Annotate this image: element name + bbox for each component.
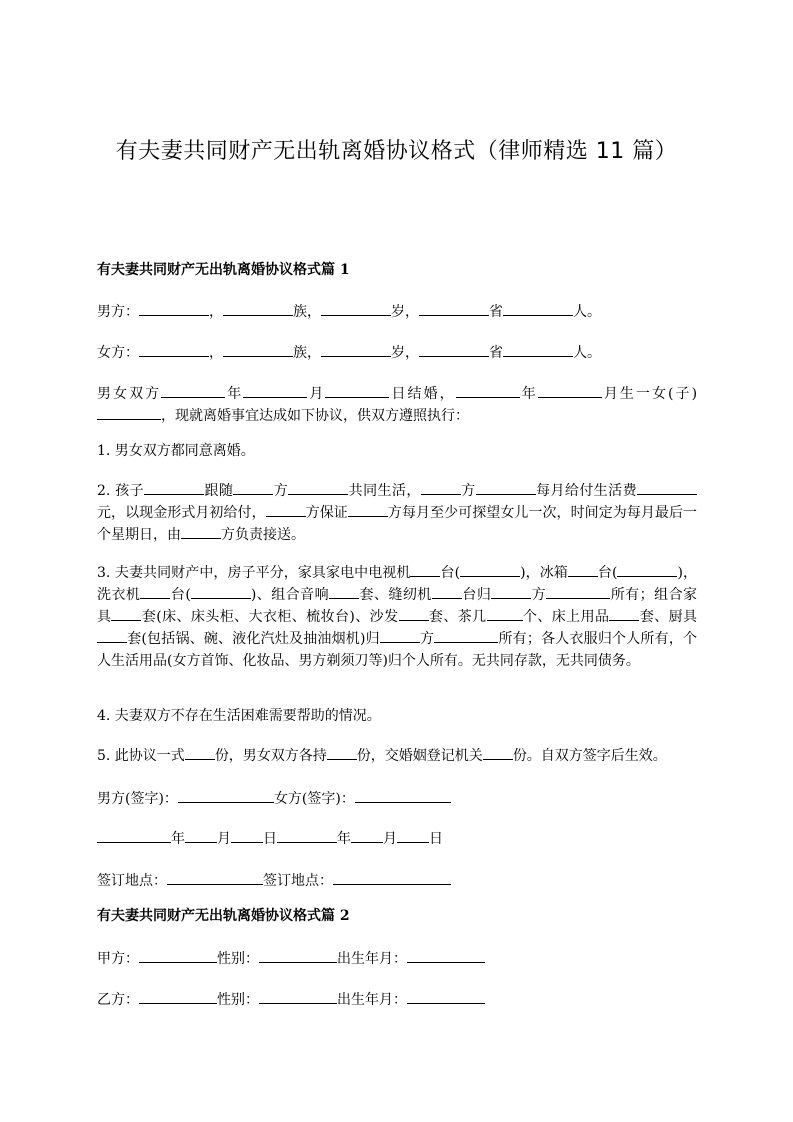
- clause-5: 5. 此协议一式 份，男女双方各持 份，交婚姻登记机关 份。自双方签字后生效。: [97, 745, 697, 767]
- signature-line: 男方(签字)： 女方(签字)：: [97, 788, 697, 810]
- male-info-line: 男方： ， 族， 岁， 省 人。: [97, 301, 697, 323]
- section-heading-2: 有夫妻共同财产无出轨离婚协议格式篇 2: [97, 908, 350, 924]
- marriage-paragraph: 男女双方 年 月 日结婚， 年 月生一女(子)，现就离婚事宜达成如下协议，供双方遵照执行：: [97, 383, 697, 427]
- clause-4: 4. 夫妻双方不存在生活困难需要帮助的情况。: [97, 708, 381, 724]
- clause-3: 3. 夫妻共同财产中，房子平分，家具家电中电视机 台( )，冰箱 台( )，洗衣机 台( )、组合音响 套、缝纫机 台归 方 所有；组合家具 套(床、床头柜、大衣柜、梳妆台)、沙发 套、茶几 个、床上用品 套、厨具套(包括锅、碗、液化汽灶及抽油烟机)归 方 所有；各人衣服归个人所有，个人生活用品(女方首饰、化妆品、男方剃须刀等)归个人所有。无共同存款，无共同债务。: [97, 562, 697, 672]
- female-info-line: 女方： ， 族， 岁， 省 人。: [97, 342, 697, 364]
- party-b-line: 乙方： 性别： 出生年月：: [97, 989, 697, 1011]
- clause-1: 1. 男女双方都同意离婚。: [97, 443, 255, 459]
- signing-place-line: 签订地点： 签订地点：: [97, 870, 697, 892]
- date-line: 年 月 日 年 月 日: [97, 828, 697, 850]
- section-heading-1: 有夫妻共同财产无出轨离婚协议格式篇 1: [97, 262, 350, 278]
- party-a-line: 甲方： 性别： 出生年月：: [97, 948, 697, 970]
- document-title: 有夫妻共同财产无出轨离婚协议格式（律师精选 11 篇）: [115, 139, 678, 164]
- clause-2: 2. 孩子 跟随 方 共同生活， 方 每月给付生活费元，以现金形式月初给付， 方保证 方每月至少可探望女儿一次，时间定为每月最后一个星期日，由 方负责接送。: [97, 480, 697, 546]
